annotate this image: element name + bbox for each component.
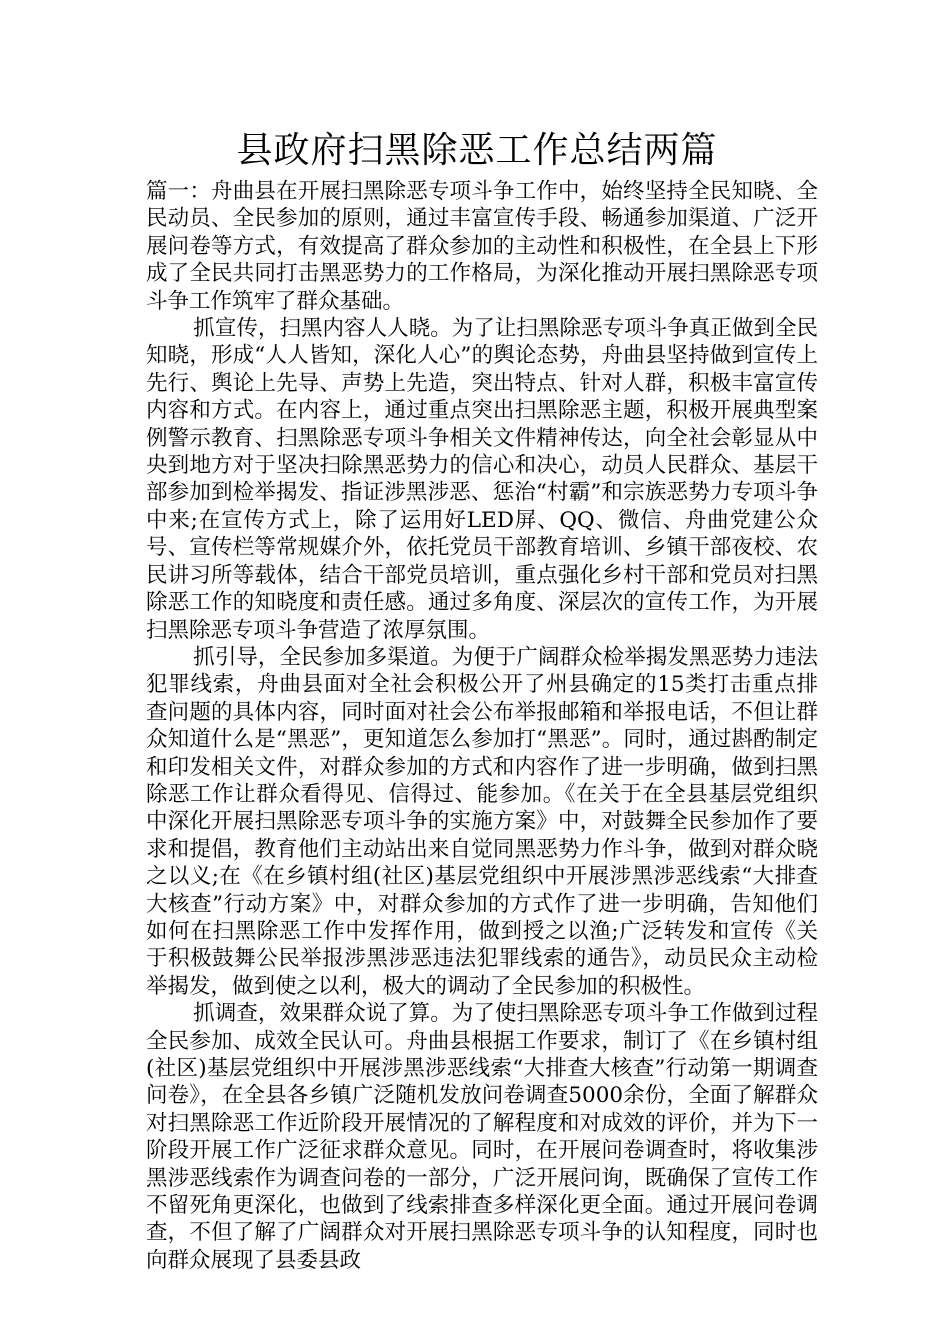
document-page xyxy=(146,128,818,1274)
paragraph-survey: 抓调查，效果群众说了算。为了使扫黑除恶专项斗争工作做到过程全民参加、成效全民认可。舟曲县根据工作要求，制订了《在乡镇村组(社区)基层党组织中开展涉黑涉恶线索“大排查大核查”行动第一期调查问卷》，在全县各乡镇广泛随机发放问卷调查5000余份，全面了解群众对扫黑除恶工作近阶段开展情况的了解程度和对成效的评价，并为下一阶段开展工作广泛征求群众意见。同时，在开展问卷调查时，将收集涉黑涉恶线索作为调查问卷的一部分，广泛开展问询，既确保了宣传工作不留死角更深化，也做到了线索排查多样深化更全面。通过开展问卷调查，不但了解了广阔群众对开展扫黑除恶专项斗争的认知程度，同时也向群众展现了县委县政 xyxy=(146,1001,818,1273)
document-title: 县政府扫黑除恶工作总结两篇 xyxy=(236,130,718,171)
paragraph-publicity: 抓宣传，扫黑内容人人晓。为了让扫黑除恶专项斗争真正做到全民知晓，形成“人人皆知，深化人心”的舆论态势，舟曲县坚持做到宣传上先行、舆论上先导、声势上先造，突出特点、针对人群，积极丰富宣传内容和方式。在内容上，通过重点突出扫黑除恶主题，积极开展典型案例警示教育、扫黑除恶专项斗争相关文件精神传达，向全社会彰显从中央到地方对于坚决扫除黑恶势力的信心和决心，动员人民群众、基层干部参加到检举揭发、指证涉黑涉恶、惩治“村霸”和宗族恶势力专项斗争中来;在宣传方式上，除了运用好LED屏、QQ、微信、舟曲党建公众号、宣传栏等常规媒介外，依托党员干部教育培训、乡镇干部夜校、农民讲习所等载体，结合干部党员培训，重点强化乡村干部和党员对扫黑除恶工作的知晓度和责任感。通过多角度、深层次的宣传工作，为开展扫黑除恶专项斗争营造了浓厚氛围。 xyxy=(146,316,818,643)
paragraph-guidance: 抓引导，全民参加多渠道。为便于广阔群众检举揭发黑恶势力违法犯罪线索，舟曲县面对全社会积极公开了州县确定的15类打击重点排查问题的具体内容，同时面对社会公布举报邮箱和举报电话，不但让群众知道什么是“黑恶”，更知道怎么参加打“黑恶”。同时，通过斟酌制定和印发相关文件，对群众参加的方式和内容作了进一步明确，做到扫黑除恶工作让群众看得见、信得过、能参加。《在关于在全县基层党组织中深化开展扫黑除恶专项斗争的实施方案》中，对鼓舞全民参加作了要求和提倡，教育他们主动站出来自觉同黑恶势力作斗争，做到对群众晓之以义;在《在乡镇村组(社区)基层党组织中开展涉黑涉恶线索“大排查大核查”行动方案》中，对群众参加的方式作了进一步明确，告知他们如何在扫黑除恶工作中发挥作用，做到授之以渔;广泛转发和宣传《关于积极鼓舞公民举报涉黑涉恶违法犯罪线索的通告》，动员民众主动检举揭发，做到使之以利，极大的调动了全民参加的积极性。 xyxy=(146,644,818,999)
paragraph-intro: 篇一：舟曲县在开展扫黑除恶专项斗争工作中，始终坚持全民知晓、全民动员、全民参加的原则，通过丰富宣传手段、畅通参加渠道、广泛开展问卷等方式，有效提高了群众参加的主动性和积极性，在全县上下形成了全民共同打击黑恶势力的工作格局，为深化推动开展扫黑除恶专项斗争工作筑牢了群众基础。 xyxy=(146,179,818,314)
